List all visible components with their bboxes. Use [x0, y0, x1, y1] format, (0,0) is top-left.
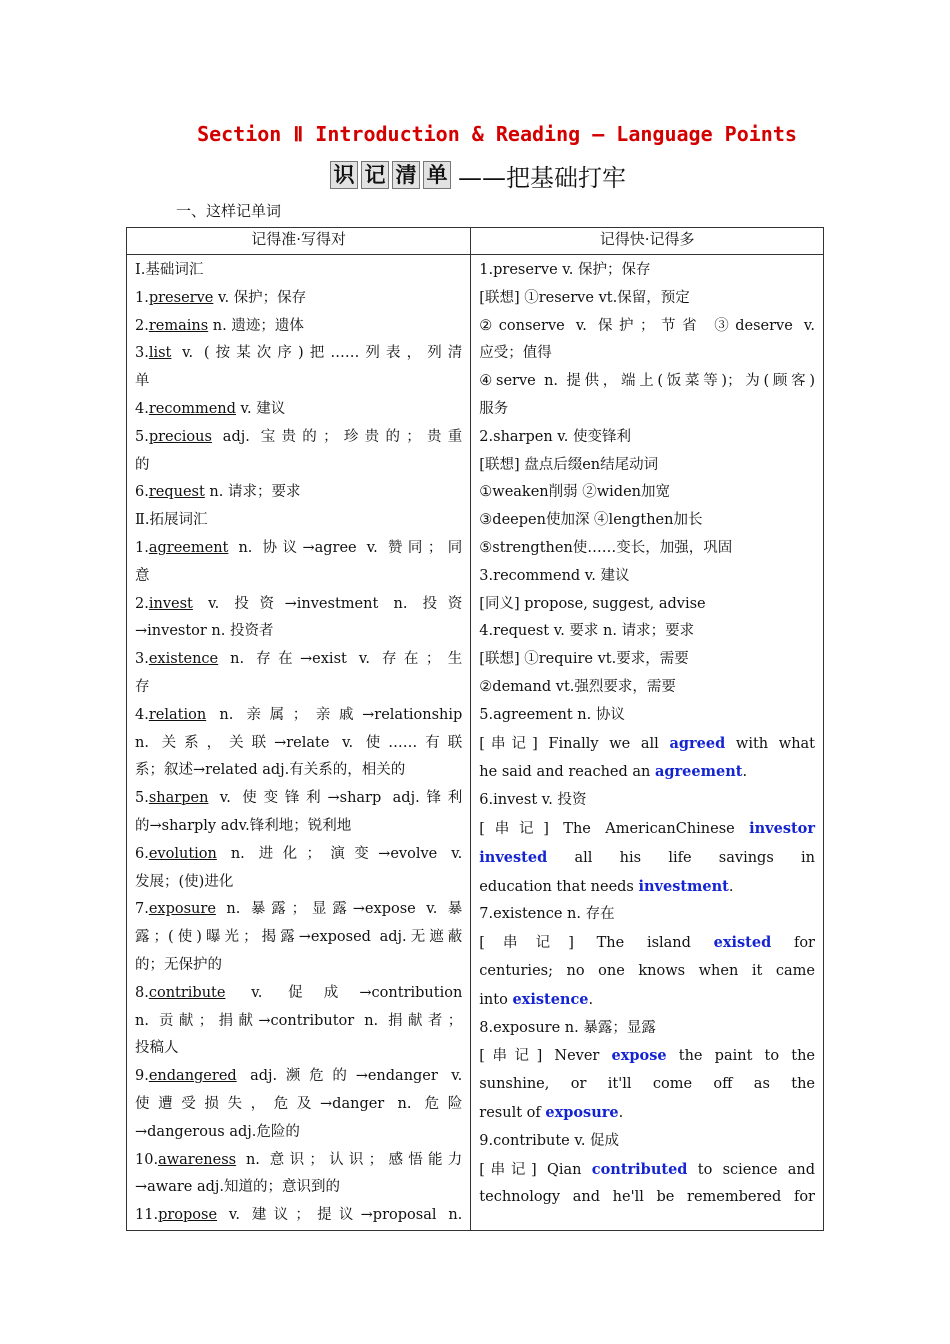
column-header: 记得准·写得对: [127, 228, 471, 255]
vocab-line: 使遭受损失，危及→danger n. 危险: [135, 1095, 463, 1112]
item-number: 2.: [135, 595, 149, 612]
vocab-definition: v. 促成→contribution: [225, 984, 463, 1001]
highlighted-word: existed: [713, 934, 772, 952]
vocab-line: n. 关系，关联→relate v. 使……有联: [135, 734, 463, 751]
vocab-definition: n. 进化；演变→evolve v.: [216, 845, 463, 862]
vocab-word: remains: [148, 317, 209, 334]
vocab-line: [135, 646, 462, 674]
vocab-definition: n. 请求；要求: [204, 484, 301, 501]
vocab-line: n. 贡献；捐献→contributor n. 捐献者；: [135, 1012, 463, 1029]
vocab-line: [135, 340, 462, 368]
memory-text: .: [742, 764, 748, 781]
left-column-cell: [127, 255, 471, 1231]
banner-subtitle: ——把基础打牢: [458, 163, 626, 192]
memory-text: .: [618, 1104, 624, 1121]
memory-line: [479, 844, 815, 873]
vocab-definition: n. 遗迹；遗体: [208, 317, 304, 334]
vocab-definition: v. 建议；提议→proposal n.: [217, 1207, 463, 1224]
item-number: 6.: [135, 845, 149, 862]
vocab-line: 系；叙述→related adj.有关系的，相关的: [135, 762, 406, 779]
vocab-word: agreement: [148, 539, 229, 556]
item-number: 6.: [135, 484, 149, 501]
memory-line: 3.recommend v. 建议: [479, 567, 630, 584]
memory-line: ①weaken削弱 ②widen加宽: [479, 484, 670, 501]
vocab-word: endangered: [148, 1068, 237, 1085]
vocab-definition: n. 亲属；亲戚→relationship: [206, 706, 463, 723]
memory-text: education that needs: [479, 878, 639, 895]
right-column-cell: [471, 255, 824, 1231]
vocab-line: [135, 424, 462, 452]
vocab-line: Ⅱ.拓展词汇: [135, 512, 208, 529]
memory-line: 5.agreement n. 协议: [479, 706, 625, 723]
column-header: 记得快·记得多: [471, 228, 824, 255]
memory-line: ⑤strengthen使……变长，加强，巩固: [479, 539, 733, 556]
vocab-line: 存: [135, 678, 150, 695]
vocab-word: precious: [148, 428, 212, 445]
highlighted-word: expose: [611, 1047, 667, 1065]
memory-text: into: [479, 991, 513, 1008]
section-heading: 一、这样记单词: [176, 202, 282, 220]
memory-line: centuries; no one knows when it came: [479, 962, 815, 979]
vocab-line: 的: [135, 456, 150, 473]
banner-char: 单: [423, 161, 451, 189]
highlighted-word: exposure: [545, 1103, 619, 1121]
item-number: 1.: [135, 289, 149, 306]
vocab-definition: adj. 宝贵的；珍贵的；贵重: [211, 428, 463, 445]
vocab-line: 意: [135, 567, 150, 584]
vocab-line: [135, 396, 462, 424]
memory-line: [479, 1042, 815, 1071]
memory-line: 服务: [479, 400, 509, 417]
memory-line: ④serve n. 提供，端上(饭菜等)；为(顾客): [479, 373, 815, 390]
page-title: Section Ⅱ Introduction & Reading — Language Points: [197, 122, 797, 146]
vocab-line: [135, 1147, 462, 1175]
vocab-definition: v. 使变锋利→sharp adj.锋利: [208, 790, 463, 807]
vocab-line: [135, 785, 462, 813]
vocab-definition: v. 保护；保存: [213, 289, 307, 306]
memory-line: [联想] ①require vt.要求，需要: [479, 651, 689, 668]
memory-text: [串记] The island: [479, 935, 714, 952]
highlighted-word: invested: [479, 848, 548, 866]
item-number: 4.: [135, 706, 149, 723]
vocab-word: sharpen: [148, 790, 209, 807]
vocab-word: relation: [148, 706, 207, 723]
memory-line: 9.contribute v. 促成: [479, 1132, 620, 1149]
vocab-word: exposure: [148, 901, 216, 918]
memory-text: [串记] Finally we all: [479, 735, 670, 752]
vocab-line: [135, 591, 462, 619]
banner-char: 识: [330, 161, 358, 189]
memory-line: sunshine, or it'll come off as the: [479, 1076, 815, 1093]
item-number: 9.: [135, 1068, 149, 1085]
section-banner: [330, 158, 626, 192]
memory-text: to science and: [687, 1161, 815, 1178]
memory-line: [联想] 盘点后缀en结尾动词: [479, 456, 659, 473]
memory-line: ③deepen使加深 ④lengthen加长: [479, 512, 703, 529]
item-number: 2.: [135, 317, 149, 334]
memory-line: 2.sharpen v. 使变锋利: [479, 428, 631, 445]
highlighted-word: agreed: [669, 734, 726, 752]
vocab-word: recommend: [148, 400, 236, 417]
vocab-definition: n. 意识；认识；感悟能力: [236, 1151, 463, 1168]
item-number: 8.: [135, 984, 149, 1001]
vocab-word: propose: [158, 1207, 218, 1224]
vocab-definition: v. 投资→investment n. 投资: [192, 595, 463, 612]
memory-line: 6.invest v. 投资: [479, 792, 587, 809]
vocab-definition: v. 建议: [235, 400, 286, 417]
memory-text: for: [771, 935, 815, 952]
item-number: 7.: [135, 901, 149, 918]
vocab-line: Ⅰ.基础词汇: [135, 262, 204, 278]
vocab-line: 的；无保护的: [135, 956, 222, 973]
vocab-definition: n. 存在→exist v. 存在；生: [218, 651, 463, 668]
vocab-line: 发展；(使)进化: [135, 873, 234, 890]
vocab-line: [135, 285, 462, 313]
vocab-line: →aware adj.知道的；意识到的: [135, 1179, 341, 1196]
memory-line: 1.preserve v. 保护；保存: [479, 262, 651, 278]
vocab-line: [135, 479, 462, 507]
vocab-word: awareness: [158, 1151, 237, 1168]
item-number: 1.: [135, 539, 149, 556]
highlighted-word: existence: [512, 990, 589, 1008]
vocab-line: [135, 980, 462, 1008]
vocab-line: 单: [135, 373, 150, 390]
memory-line: [联想] ①reserve vt.保留，预定: [479, 289, 690, 306]
memory-text: .: [588, 991, 594, 1008]
banner-char: 记: [361, 161, 389, 189]
memory-line: 4.request v. 要求 n. 请求；要求: [479, 623, 695, 640]
vocab-line: [135, 535, 462, 563]
vocab-word: request: [148, 484, 205, 501]
memory-text: result of: [479, 1104, 546, 1121]
vocab-definition: v. (按某次序)把……列表，列清: [171, 345, 463, 362]
highlighted-word: contributed: [591, 1160, 688, 1178]
highlighted-word: agreement: [655, 763, 743, 781]
highlighted-word: investment: [638, 877, 729, 895]
vocab-line: →investor n. 投资者: [135, 623, 274, 640]
memory-text: all his life savings in: [547, 849, 815, 866]
vocab-table: [126, 227, 824, 1231]
memory-text: the paint to the: [666, 1048, 815, 1065]
item-number: 11.: [135, 1207, 159, 1224]
banner-char: 清: [392, 161, 420, 189]
memory-text: [串记] The AmericanChinese: [479, 820, 750, 837]
vocab-line: →dangerous adj.危险的: [135, 1123, 300, 1140]
memory-line: ②conserve v. 保护；节省 ③deserve v.: [479, 317, 815, 334]
vocab-word: evolution: [148, 845, 217, 862]
memory-line: [479, 986, 815, 1015]
memory-line: [479, 730, 815, 759]
memory-text: with what: [725, 735, 816, 752]
memory-line: [同义] propose, suggest, advise: [479, 595, 706, 612]
vocab-line: [135, 1063, 462, 1091]
memory-text: .: [728, 878, 734, 895]
memory-line: [479, 929, 815, 958]
vocab-definition: adj.濒危的→endanger v.: [236, 1068, 463, 1085]
item-number: 5.: [135, 790, 149, 807]
highlighted-word: investor: [749, 819, 815, 837]
vocab-line: [135, 896, 462, 924]
memory-text: [串记] Never: [479, 1048, 612, 1065]
memory-line: 8.exposure n. 暴露；显露: [479, 1019, 656, 1036]
table-body-row: [127, 255, 824, 1231]
memory-text: he said and reached an: [479, 764, 655, 781]
table-header-row: [127, 228, 824, 255]
memory-line: [479, 1099, 815, 1128]
memory-line: 7.existence n. 存在: [479, 906, 615, 923]
vocab-definition: n. 协议→agree v. 赞同；同: [228, 539, 463, 556]
item-number: 10.: [135, 1151, 159, 1168]
item-number: 3.: [135, 345, 149, 362]
memory-line: ②demand vt.强烈要求，需要: [479, 678, 676, 695]
vocab-word: contribute: [148, 984, 226, 1001]
vocab-line: 的→sharply adv.锋利地；锐利地: [135, 817, 352, 834]
vocab-word: invest: [148, 595, 193, 612]
item-number: 3.: [135, 651, 149, 668]
vocab-line: [135, 1202, 462, 1230]
vocab-word: preserve: [148, 289, 214, 306]
item-number: 5.: [135, 428, 149, 445]
memory-line: [479, 758, 815, 787]
memory-line: [479, 873, 815, 902]
vocab-line: [135, 841, 462, 869]
vocab-line: [135, 702, 462, 730]
vocab-definition: n. 暴露；显露→expose v. 暴: [215, 901, 463, 918]
vocab-word: existence: [148, 651, 219, 668]
memory-line: 应受；值得: [479, 345, 552, 362]
memory-line: [479, 815, 815, 844]
vocab-line: 投稿人: [135, 1040, 179, 1057]
vocab-line: 露；(使)曝光；揭露→exposed adj.无遮蔽: [135, 929, 463, 946]
vocab-word: list: [148, 345, 172, 362]
memory-line: technology and he'll be remembered for: [479, 1189, 815, 1206]
item-number: 4.: [135, 400, 149, 417]
memory-text: [串记] Qian: [479, 1161, 592, 1178]
vocab-line: [135, 313, 462, 341]
memory-line: [479, 1156, 815, 1185]
